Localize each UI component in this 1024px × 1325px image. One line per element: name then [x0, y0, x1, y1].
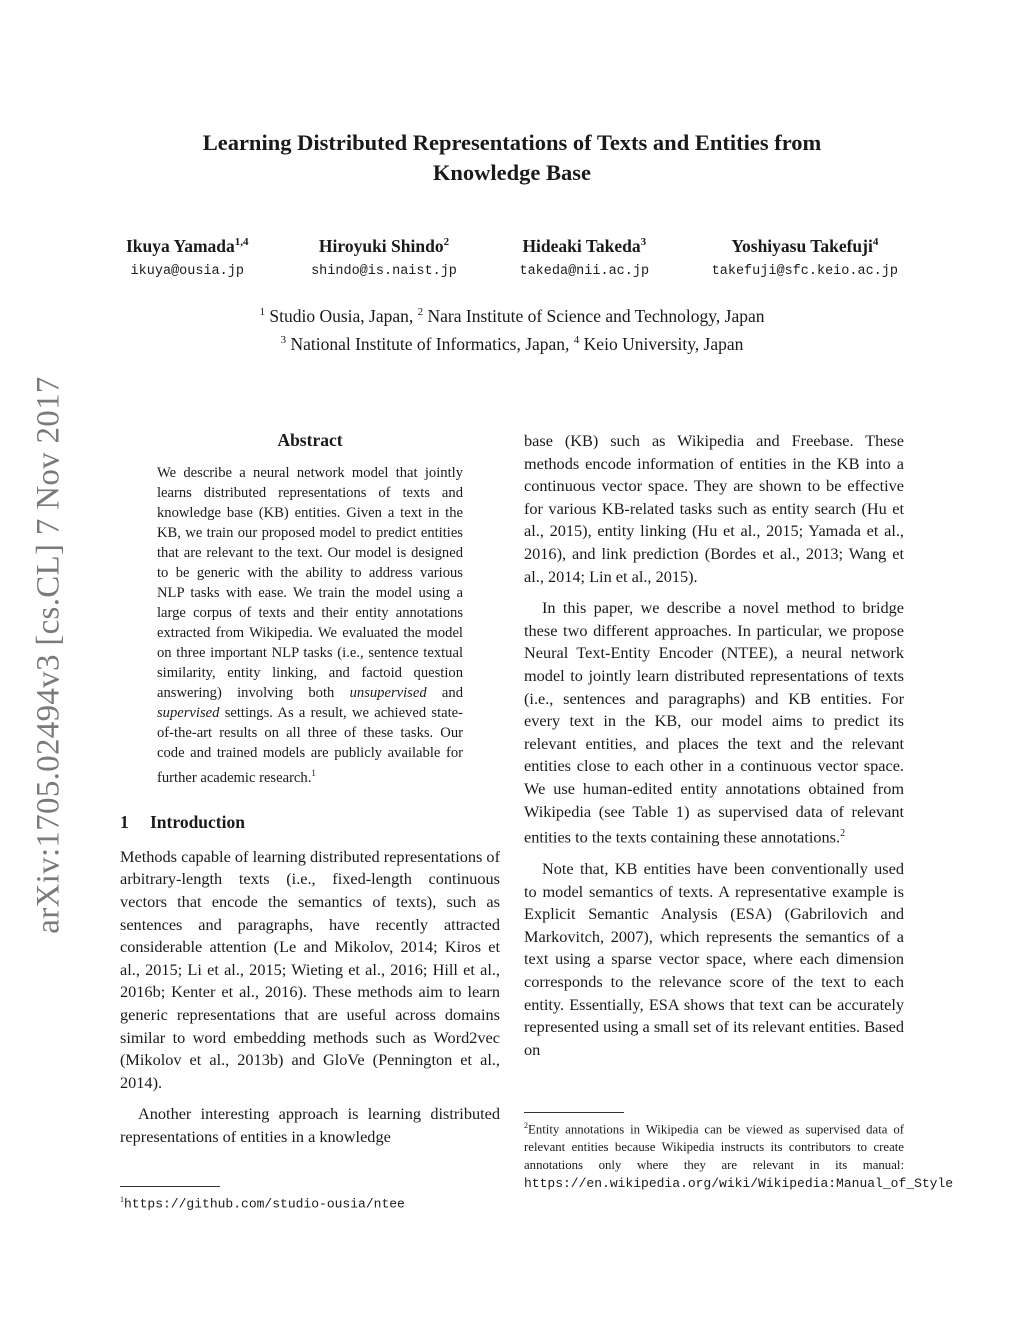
- paragraph: base (KB) such as Wikipedia and Freebase. These methods encode information of entities in the KB into a continuous vector space. They are shown to be effective for various KB-related tasks such as entity search (Hu et al., 2015), entity linking (Hu et al., 2015; Yamada et al., 2016), and link prediction (Bordes et al., 2013; Wang et al., 2014; Lin et al., 2015).: [524, 431, 904, 586]
- left-column: [120, 428, 500, 1149]
- footnote-1: $^1$https://github.com/studio-ousia/ntee: [120, 1186, 500, 1213]
- footnote-link[interactable]: https://github.com/studio-ousia/ntee: [124, 1196, 405, 1212]
- footnote-rule: [120, 1186, 220, 1187]
- footnote-link[interactable]: https://en.wikipedia.org/wiki/Wikipedia:Manual_of_Style: [524, 1176, 954, 1192]
- paragraph: Note that, KB entities have been conventionally used to model semantics of texts. A representative example is Explicit Semantic Analysis (ESA) (Gabrilovich and Markovitch, 2007), which represents the semantics of a text using a sparse vector space, where each dimension corresponds to the relevance score of the text to each entity. Essentially, ESA shows that text can be accurately represented using a small set of its relevant entities. Based on: [524, 859, 904, 1059]
- affiliation-line: $^3$ National Institute of Informatics, Japan, $^4$ Keio University, Japan: [280, 333, 744, 354]
- paper-title: Learning Distributed Representations of Texts and Entities from Knowledge Base: [202, 130, 822, 185]
- arxiv-id: arXiv:1705.02494v3 [cs.CL] 7 Nov 2017: [30, 376, 67, 934]
- abstract-text: We describe a neural network model that jointly learns distributed representations of texts and knowledge base (KB) entities. Given a text in the KB, we train our proposed model to predict entities that are relevant to the text. Our model is designed to be generic with the ability to address various NLP tasks with ease. We train the model using a large corpus of texts and their entity annotations extracted from Wikipedia. We evaluated the model on three important NLP tasks (i.e., sentence textual similarity, entity linking, and factoid question answering) involving both unsupervised and supervised settings. As a result, we achieved state-of-the-art results on all three of these tasks. Our code and trained models are publicly available for further academic research.$^1$: [157, 465, 463, 786]
- footnote-2: $^2$Entity annotations in Wikipedia can be viewed as supervised data of relevant entities because Wikipedia instructs its contributors to create annotations only where they are relevant in its manual: https://en.wikipedia.org/wiki/Wikipedia:Manual_of_Style: [524, 1112, 904, 1193]
- author-name: Hiroyuki Shindo$^2$: [318, 235, 450, 256]
- affiliation-line: $^1$ Studio Ousia, Japan, $^2$ Nara Institute of Science and Technology, Japan: [259, 305, 765, 326]
- author-block: [305, 230, 463, 279]
- arxiv-stamp: [24, 355, 74, 955]
- author-list: [120, 230, 904, 279]
- author-name: Yoshiyasu Takefuji$^4$: [731, 235, 879, 256]
- author-email: takefuji@sfc.keio.ac.jp: [711, 263, 898, 279]
- abstract-heading: Abstract: [277, 430, 343, 450]
- author-name: Ikuya Yamada$^{1,4}$: [126, 235, 249, 256]
- footnote-rule: [524, 1112, 624, 1113]
- author-name: Hideaki Takeda$^3$: [522, 235, 647, 256]
- paragraph: In this paper, we describe a novel method to bridge these two different approaches. In particular, we propose Neural Text-Entity Encoder (NTEE), a neural network model to jointly learn distributed representations of texts (i.e., sentences and paragraphs) and KB entities. For every text in the KB, our model aims to predict its relevant entities, and places the text and the relevant entities close to each other in a continuous vector space. We use human-edited entity annotations obtained from Wikipedia (see Table 1) as supervised data of relevant entities to the texts containing these annotations.$^2$: [524, 598, 904, 847]
- author-email: takeda@nii.ac.jp: [519, 263, 650, 279]
- section-heading-introduction: 1 Introduction: [120, 811, 245, 832]
- author-block: [120, 230, 255, 279]
- right-column: [524, 430, 904, 1061]
- author-block: [706, 230, 904, 279]
- affiliations: [150, 300, 874, 356]
- paragraph: Another interesting approach is learning distributed representations of entities in a knowledge: [120, 1104, 500, 1146]
- paragraph: Methods capable of learning distributed representations of arbitrary-length texts (i.e., fixed-length continuous vectors that encode the semantics of texts), such as sentences and paragraphs, have recently attracted considerable attention (Le and Mikolov, 2014; Kiros et al., 2015; Li et al., 2015; Wieting et al., 2016; Hill et al., 2016b; Kenter et al., 2016). These methods aim to learn generic representations that are useful across domains similar to word embedding methods such as Word2vec (Mikolov et al., 2013b) and GloVe (Pennington et al., 2014).: [120, 846, 500, 1092]
- author-email: shindo@is.naist.jp: [311, 263, 457, 279]
- author-email: ikuya@ousia.jp: [130, 263, 244, 279]
- author-block: [513, 230, 655, 279]
